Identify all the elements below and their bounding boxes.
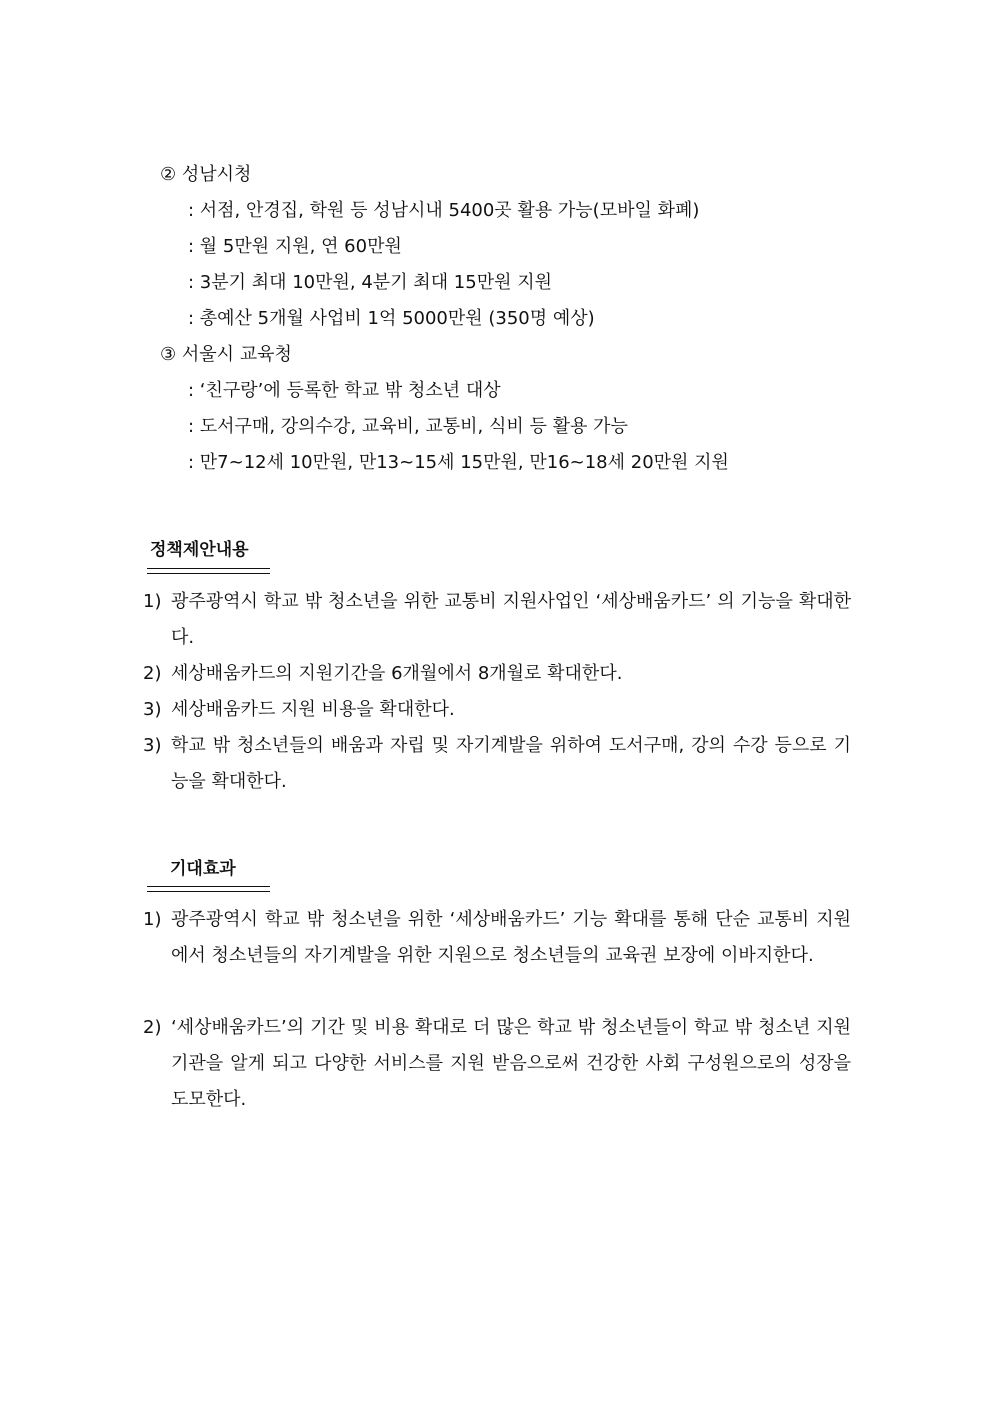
case-detail: : 서점, 안경집, 학원 등 성남시내 5400곳 활용 가능(모바일 화폐) xyxy=(188,200,700,221)
item-number: 1) xyxy=(143,909,162,930)
proposal-item xyxy=(143,584,851,656)
proposal-item xyxy=(143,728,851,800)
case-detail: : 만7~12세 10만원, 만13~15세 15만원, 만16~18세 20만원 지원 xyxy=(188,452,729,473)
proposal-heading: 정책제안내용 xyxy=(150,540,249,560)
case-heading-seoul-edu: ③ 서울시 교육청 xyxy=(160,344,292,365)
item-text: 광주광역시 학교 밖 청소년을 위한 교통비 지원사업인 ‘세상배움카드’ 의 기능을 확대한다. xyxy=(171,591,851,648)
case-detail: : ‘친구랑’에 등록한 학교 밖 청소년 대상 xyxy=(188,380,501,401)
case-heading-seongnam: ② 성남시청 xyxy=(160,164,252,185)
effects-item xyxy=(143,1010,851,1118)
item-number: 2) xyxy=(143,663,162,684)
case-detail: : 월 5만원 지원, 연 60만원 xyxy=(188,236,402,257)
item-text: 세상배움카드 지원 비용을 확대한다. xyxy=(171,699,455,720)
item-text: ‘세상배움카드’의 기간 및 비용 확대로 더 많은 학교 밖 청소년들이 학교 밖 청소년 지원 기관을 알게 되고 다양한 서비스를 지원 받음으로써 건강한 사회 구성원으로의 성장을 도모한다. xyxy=(171,1017,851,1110)
proposal-item xyxy=(143,692,851,728)
effects-item xyxy=(143,902,851,974)
item-number: 3) xyxy=(143,699,162,720)
proposal-item xyxy=(143,656,851,692)
proposal-heading-underline xyxy=(147,568,270,574)
case-detail: : 총예산 5개월 사업비 1억 5000만원 (350명 예상) xyxy=(188,308,595,329)
case-detail: : 3분기 최대 10만원, 4분기 최대 15만원 지원 xyxy=(188,272,552,293)
item-text: 세상배움카드의 지원기간을 6개월에서 8개월로 확대한다. xyxy=(171,663,623,684)
item-number: 1) xyxy=(143,591,162,612)
item-text: 광주광역시 학교 밖 청소년을 위한 ‘세상배움카드’ 기능 확대를 통해 단순 교통비 지원에서 청소년들의 자기계발을 위한 지원으로 청소년들의 교육권 보장에 이바지한다. xyxy=(171,909,851,966)
effects-heading: 기대효과 xyxy=(170,859,236,879)
case-detail: : 도서구매, 강의수강, 교육비, 교통비, 식비 등 활용 가능 xyxy=(188,416,628,437)
item-text: 학교 밖 청소년들의 배움과 자립 및 자기계발을 위하여 도서구매, 강의 수강 등으로 기능을 확대한다. xyxy=(171,735,851,792)
item-number: 3) xyxy=(143,735,162,756)
item-number: 2) xyxy=(143,1017,162,1038)
effects-heading-underline xyxy=(147,886,270,892)
